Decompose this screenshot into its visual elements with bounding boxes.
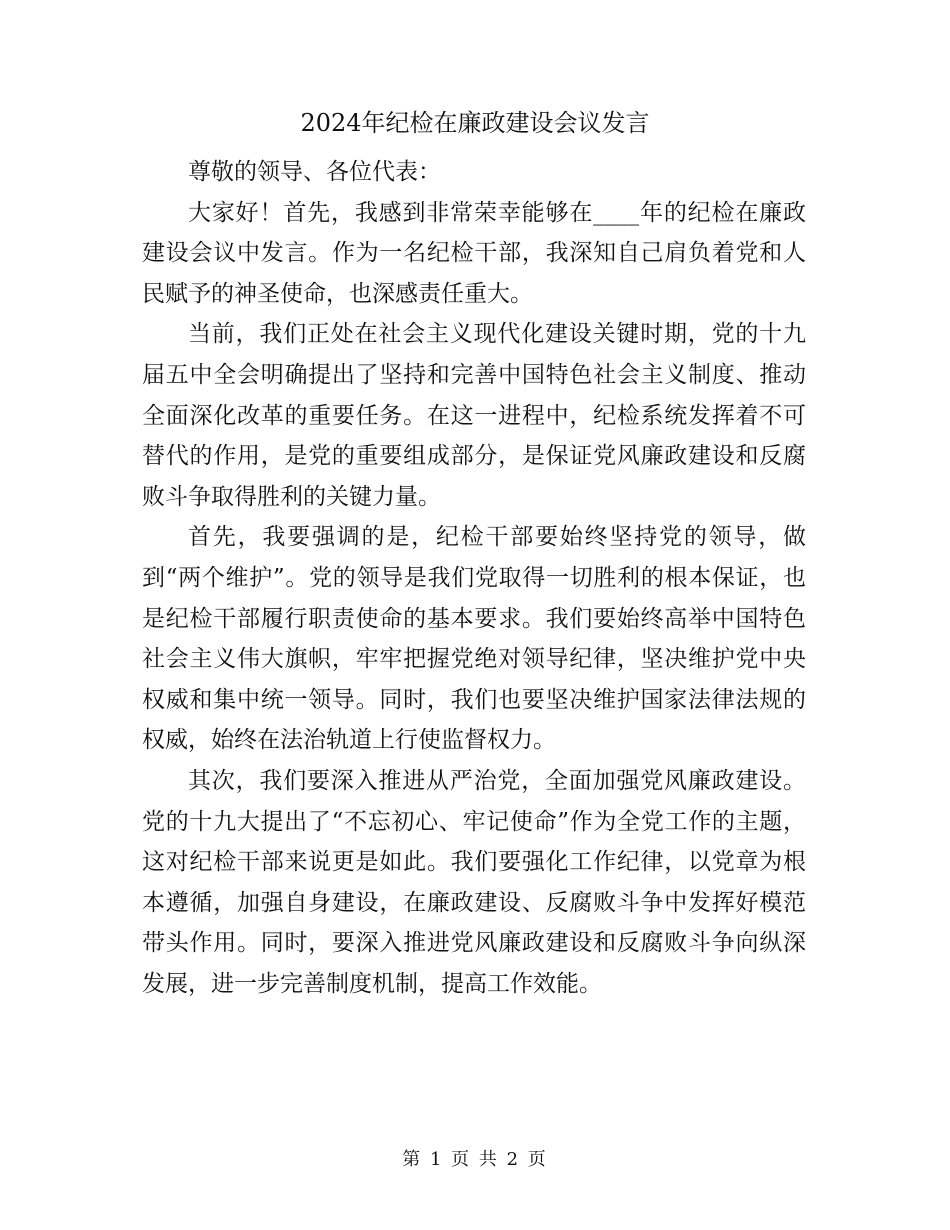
document-title: 2024年纪检在廉政建设会议发言 <box>300 109 650 137</box>
paragraph-4: 其次，我们要深入推进从严治党，全面加强党风廉政建设。党的十九大提出了“不忘初心、牢记使命”作为全党工作的主题，这对纪检干部来说更是如此。我们要强化工作纪律，以党章为根本遵循，加强自身建设，在廉政建设、反腐败斗争中发挥好模范带头作用。同时，要深入推进党风廉政建设和反腐败斗争向纵深发展，进一步完善制度机制，提高工作效能。 <box>142 767 806 997</box>
salutation: 尊敬的领导、各位代表： <box>188 159 441 185</box>
paragraph-3: 首先，我要强调的是，纪检干部要始终坚持党的领导，做到“两个维护”。党的领导是我们党取得一切胜利的根本保证，也是纪检干部履行职责使命的基本要求。我们要始终高举中国特色社会主义伟大旗帜，牢牢把握党绝对领导纪律，坚决维护党中央权威和集中统一领导。同时，我们也要坚决维护国家法律法规的权威，始终在法治轨道上行使监督权力。 <box>142 524 806 754</box>
paragraph-1: 大家好！首先，我感到非常荣幸能够在____年的纪检在廉政建设会议中发言。作为一名纪检干部，我深知自己肩负着党和人民赋予的神圣使命，也深感责任重大。 <box>142 199 806 307</box>
paragraph-2: 当前，我们正处在社会主义现代化建设关键时期，党的十九届五中全会明确提出了坚持和完善中国特色社会主义制度、推动全面深化改革的重要任务。在这一进程中，纪检系统发挥着不可替代的作用，是党的重要组成部分，是保证党风廉政建设和反腐败斗争取得胜利的关键力量。 <box>142 321 806 510</box>
page-number-footer: 第 1 页 共 2 页 <box>402 1149 548 1170</box>
document-body <box>142 152 806 1004</box>
